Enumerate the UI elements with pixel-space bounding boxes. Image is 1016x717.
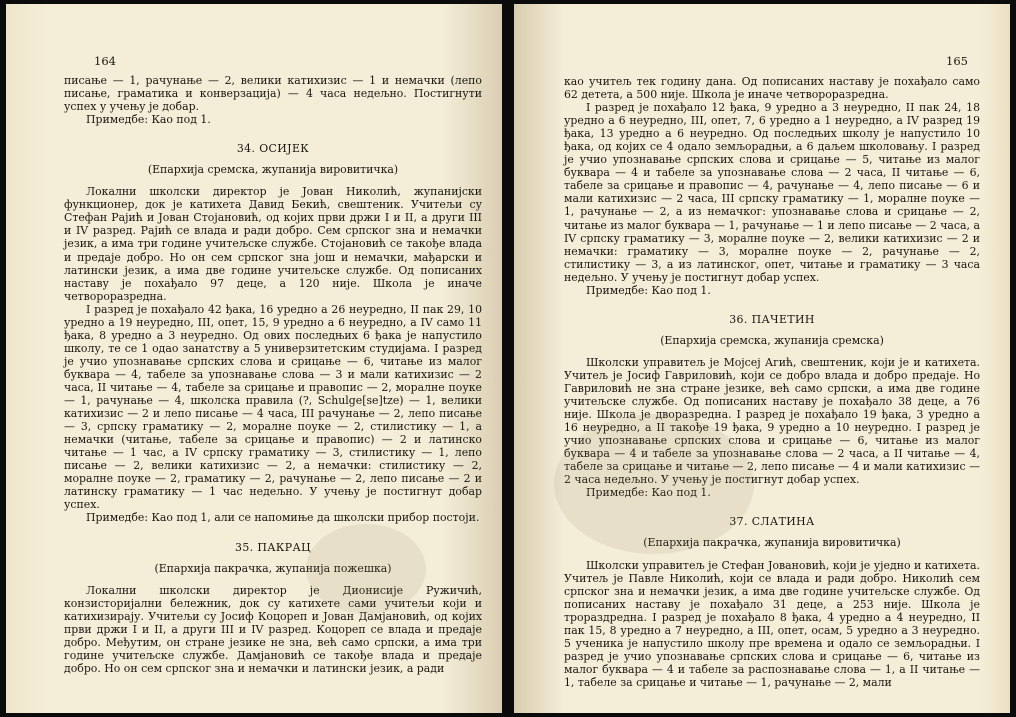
section-title: 35. ПАКРАЦ: [234, 540, 312, 554]
section-subtitle: (Епархија пакрачка, жупанија пожешка): [154, 561, 392, 575]
left-page: [6, 4, 502, 713]
paper-stain: [306, 524, 426, 614]
paragraph: писање — 1, рачунање — 2, велики катихизис — 1 и немачки (лепо писање, граматика и конверзација) — 4 часа недељно. Постигнути успех у учењу је добар.: [64, 74, 482, 114]
page-number: 164: [94, 54, 116, 68]
section-subtitle: (Епархија сремска, жупанија вировитичка): [147, 163, 399, 177]
paragraph: I разред је похађало 42 ђака, 16 уредно а 26 неуредно, II пак 29, 10 уредно а 19 неуредно, III, опет, 15, 9 уредно а 6 неуредно, а IV само 11 ђака, 8 уредно а 3 неуредно. Од ових последњих 6 ђака је напустило школу, те се 1 одао занатству а 5 универзитетским студијама. I разред је учио упознавање српских слова и срицање — 6, читање из малог буквара — 4, табеле за упознавање слова — 3 и мали катихизис — 2 часа, II читање — 4, табеле за срицање и правопис — 2, моралне поуке — 1, рачунање — 4, школска правила (?, Schulge[se]tze) — 1, велики катихизис — 2 и лепо писање — 4 часа, III рачунање — 2, лепо писање — 3, српску граматику — 2, моралне поуке — 2, стилистику — 1, а немачки (читање, табеле за срицање и правопис) — 2 и латинско читање — 1 час, а IV српску граматику — 3, стилистику — 1, лепо писање — 2, велики катихизис — 2, а немачки: стилистику — 2, моралне поуке — 2, граматику — 2, рачунање — 2, лепо писање — 2 и латинску граматику — 1 час недељно. У учењу је постигнут добар успех.: [64, 302, 482, 512]
paragraph: Локални школски директор је Јован Николић, жупанијски функционер, док је катихета Давид Бекић, свештеник. Учитељи су Стефан Рајић и Јован Стојановић, од којих први држи I и II, а други III и IV разред. Рајић се влада и ради добро. Сем српског зна и немачки језик, а има три године учитељске службе. Стојановић се такође влада и предаје добро. Но он сем српског зна још и немачки, мађарски и латински језик, а има две године учитељске службе. Од пописаних наставу је похађало 97 деце, а 120 није. Школа је иначе четвороразредна.: [64, 185, 482, 303]
paragraph: Локални школски директор је Дионисије Ружичић, конзисторијални бележник, док су катихете сами учитељи који и катихизирају. Учитељи су Јосиф Коцореп и Јован Дамјановић, од којих први држи I и II, а други III и IV разред. Коцореп се влада и предаје добро. Међутим, он стране језике не зна, већ само српски, а има три године учитељске службе. Дамјановић се такође влада и предаје добро. Но он сем српског зна и немачки и латински језик, а ради: [64, 583, 482, 675]
section-title: 34. ОСИЈЕК: [236, 142, 310, 156]
paragraph: Школски управитељ је Стефан Јовановић, који је уједно и катихета. Учитељ је Павле Николић, који се влада и ради добро. Николић сем српског зна и немачки језик, а има две године учитељске службе. Од пописаних наставу је похађало 31 деце, а 253 није. Школа је трораздредна. I разред је похађало 8 ђака, 4 уредно а 4 неуредно, II пак 15, 8 уредно а 7 неуредно, а III, опет, осам, 5 уредно а 3 неуредно. 5 ученика је напустило школу пре времена и одало се земљорадњи. I разред је учио упознавање српских слова и срицање — 6, читање из малог буквара — 4 и табеле за распознавање слова — 1, а II читање — 1, табеле за срицање и читање — 1, рачунање — 2, мали: [564, 558, 980, 689]
note: Примедбе: Као под 1.: [86, 113, 211, 127]
section-subtitle: (Епархија пакрачка, жупанија вировитичка): [643, 536, 901, 550]
note: Примедбе: Као под 1.: [586, 486, 711, 500]
paragraph: Школски управитељ је Мојсеј Агић, свештеник, који је и катихета. Учитељ је Јосиф Гавриловић, који се добро влада и добро предаје. Но Гавриловић не зна стране језике, већ само српски, а има две године учитељске службе. Од пописаних наставу је похађало 38 деце, а 76 није. Школа је дворазредна. I разред је похађало 19 ђака, 3 уредно а 16 неуредно, а II такође 19 ђака, 9 уредно а 10 неуредно. I разред је учио упознавање српских слова и срицање — 6, читање из малог буквара — 4 и табеле за упознавање слова — 2 часа, а II читање — 4, табеле за срицање и читање — 2, лепо писање — 4 и мали катихизис — 2 часа недељно. У учењу је постигнут добар успех.: [564, 355, 980, 487]
page-text: [564, 75, 980, 689]
section-title: 37. СЛАТИНА: [729, 515, 815, 529]
section-title: 36. ПАЧЕТИН: [729, 312, 815, 326]
paragraph: као учитељ тек годину дана. Од пописаних наставу је похађало само 62 детета, а 500 није. Школа је иначе четвороразредна.: [564, 75, 980, 102]
right-page: [514, 4, 1010, 713]
paper-stain: [554, 414, 754, 554]
paragraph: I разред је похађало 12 ђака, 9 уредно а 3 неуредно, II пак 24, 18 уредно а 6 неуредно, III, опет, 7, 6 уредно а 1 неуредно, а IV разред 19 ђака, 13 уредно а 6 неуредно. Од последњих школу је напустило 10 ђака, од којих се 4 одало земљорадњи, а 6 даљем школовању. I разред је учио упознавање српских слова и срицање — 5, читање из малог буквара — 4 и табеле за упознавање слова — 2 часа, II читање — 6, табеле за срицање и правопис — 4, рачунање — 4, лепо писање — 6 и мали катихизис — 2 часа, III српску граматику — 1, моралне поуке — 1, рачунање — 2, а из немачког: упознавање слова и срицање — 2, читање из малог буквара — 1, рачунање — 1 и лепо писање — 2 часа, а IV српску граматику — 3, моралне поуке — 2, велики катихизис — 2 и немачки: граматику — 3, моралне поуке — 2, рачунање — 2, стилистику — 3, а из латинског, опет, читање и граматику — 3 часа недељно. У учењу је постигнут добар успех.: [564, 101, 980, 284]
section-subtitle: (Епархија сремска, жупанија сремска): [660, 333, 884, 347]
note: Примедбе: Као под 1, али се напомиње да школски прибор постоји.: [86, 511, 480, 525]
note: Примедбе: Као под 1.: [586, 283, 711, 297]
page-number: 165: [946, 54, 968, 68]
